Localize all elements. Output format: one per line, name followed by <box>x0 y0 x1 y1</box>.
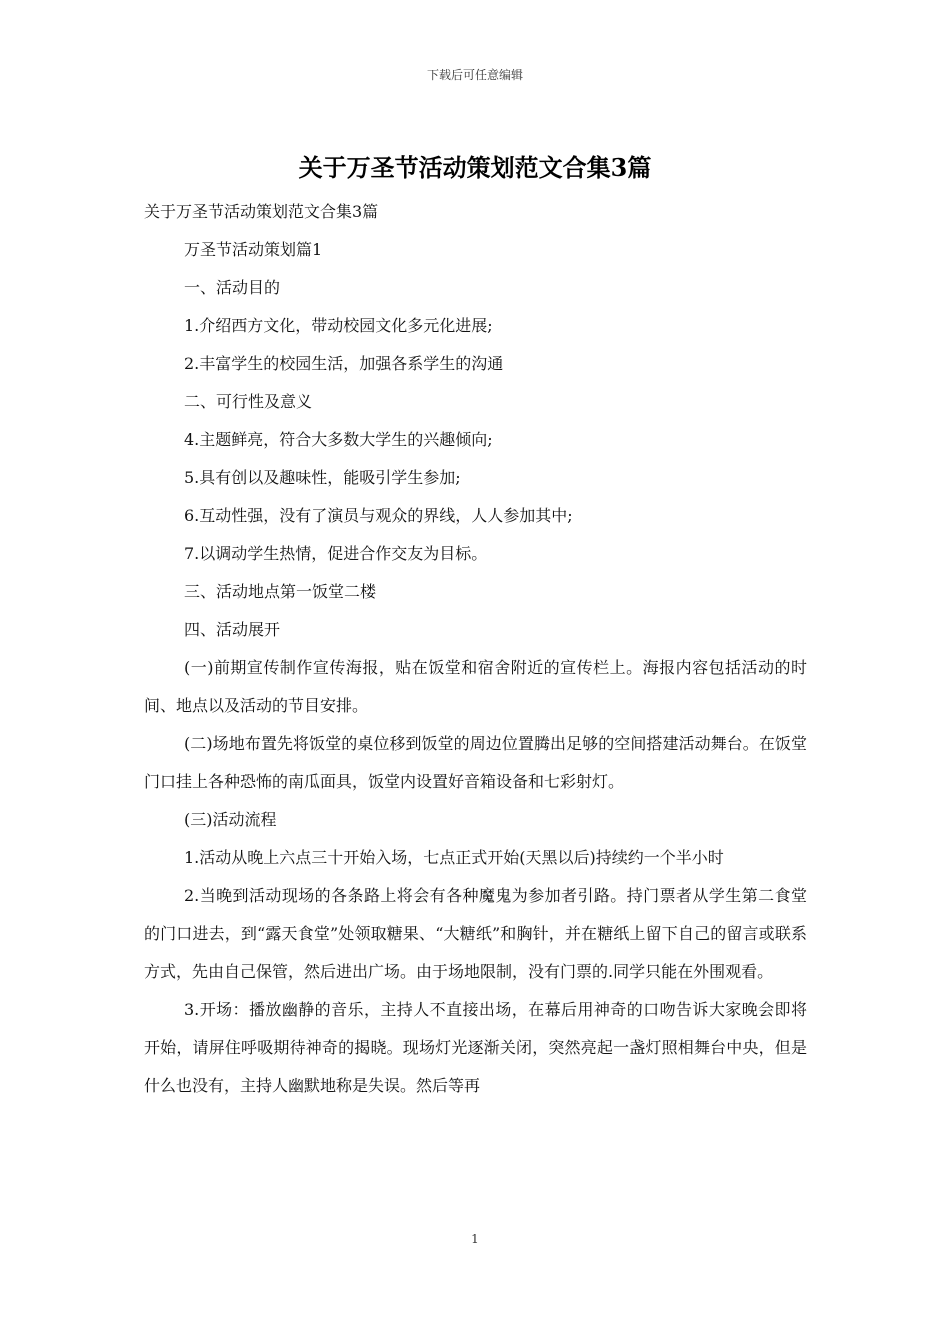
document-body <box>144 193 807 1105</box>
paragraph-flow-item: 2.当晚到活动现场的各条路上将会有各种魔鬼为参加者引路。持门票者从学生第二食堂的门口进去，到“露天食堂”处领取糖果、“大糖纸”和胸针，并在糖纸上留下自己的留言或联系方式，先由自己保管，然后进出广场。由于场地限制，没有门票的.同学只能在外围观看。 <box>144 886 807 981</box>
paragraph-heading-location: 三、活动地点第一饭堂二楼 <box>184 582 377 601</box>
paragraph-venue-setup: (二)场地布置先将饭堂的桌位移到饭堂的周边位置腾出足够的空间搭建活动舞台。在饭堂门口挂上各种恐怖的南瓜面具，饭堂内设置好音箱设备和七彩射灯。 <box>144 734 807 791</box>
paragraph-flow-item: 3.开场：播放幽静的音乐，主持人不直接出场，在幕后用神奇的口吻告诉大家晚会即将开始，请屏住呼吸期待神奇的揭晓。现场灯光逐渐关闭，突然亮起一盏灯照相舞台中央，但是什么也没有，主持人幽默地称是失误。然后等再 <box>144 1000 807 1095</box>
paragraph-item: 5.具有创以及趣味性，能吸引学生参加; <box>184 468 461 487</box>
paragraph-section-heading: 万圣节活动策划篇1 <box>184 240 323 259</box>
paragraph-heading-feasibility: 二、可行性及意义 <box>184 392 313 411</box>
paragraph-item: 7.以调动学生热情，促进合作交友为目标。 <box>184 544 488 563</box>
paragraph-promotion: (一)前期宣传制作宣传海报，贴在饭堂和宿舍附近的宣传栏上。海报内容包括活动的时间、地点以及活动的节目安排。 <box>144 658 807 715</box>
page-number: 1 <box>471 1232 479 1246</box>
paragraph-heading-purpose: 一、活动目的 <box>184 278 281 297</box>
paragraph-subtitle: 关于万圣节活动策划范文合集3篇 <box>144 202 379 221</box>
paragraph-heading-activity: 四、活动展开 <box>184 620 281 639</box>
paragraph-heading-flow: (三)活动流程 <box>184 810 277 829</box>
document-title: 关于万圣节活动策划范文合集3篇 <box>298 153 652 182</box>
header-note: 下载后可任意编辑 <box>426 68 523 82</box>
paragraph-flow-item: 1.活动从晚上六点三十开始入场，七点正式开始(天黑以后)持续约一个半小时 <box>184 848 724 867</box>
paragraph-item: 4.主题鲜亮，符合大多数大学生的兴趣倾向; <box>184 430 493 449</box>
paragraph-item: 1.介绍西方文化，带动校园文化多元化进展; <box>184 316 493 335</box>
paragraph-item: 2.丰富学生的校园生活，加强各系学生的沟通 <box>184 354 504 373</box>
paragraph-item: 6.互动性强，没有了演员与观众的界线，人人参加其中; <box>184 506 573 525</box>
